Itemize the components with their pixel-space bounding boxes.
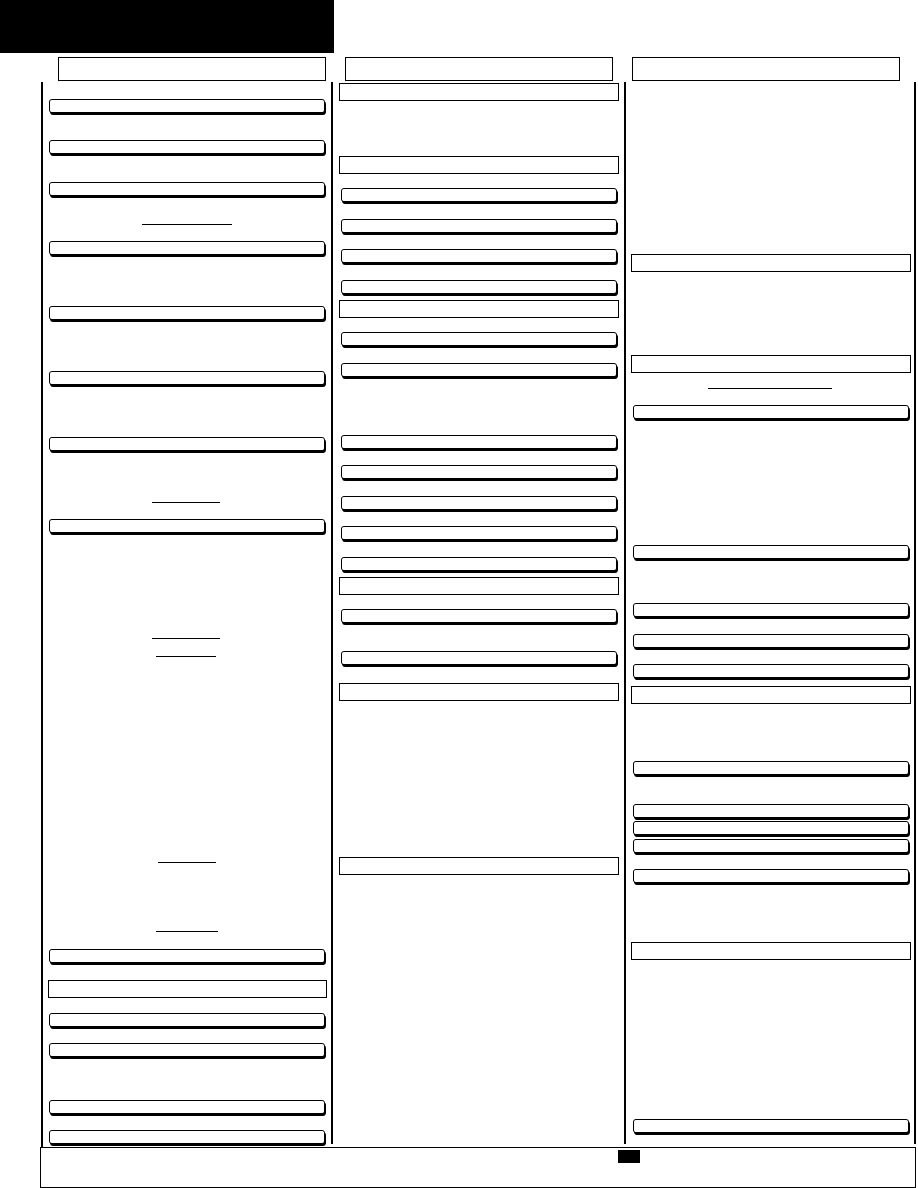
column-3-right-rule: [914, 82, 916, 1144]
section-header-box: [339, 300, 619, 318]
field-box: [633, 839, 909, 853]
field-box: [633, 804, 909, 818]
field-box: [49, 437, 325, 451]
field-box: [49, 1100, 325, 1114]
section-header-box: [631, 942, 911, 960]
field-box: [633, 1119, 909, 1133]
field-box: [633, 761, 909, 775]
subheading-underline: [156, 656, 216, 657]
field-box: [633, 545, 909, 559]
field-box: [49, 1013, 325, 1027]
page-marker: [618, 1150, 640, 1163]
section-header-box: [631, 686, 911, 704]
field-box: [341, 465, 617, 479]
section-header-box: [339, 83, 619, 101]
field-box: [49, 949, 325, 963]
subheading-underline: [142, 224, 232, 225]
field-box: [633, 405, 909, 419]
field-box: [633, 821, 909, 835]
section-header-box: [631, 254, 911, 272]
field-box: [49, 519, 325, 533]
column-2-right-rule: [624, 82, 626, 1144]
section-header-box: [631, 355, 911, 373]
field-box: [633, 634, 909, 648]
section-header-box: [339, 577, 619, 595]
field-box: [49, 1130, 325, 1144]
column-1-right-rule: [331, 82, 333, 1144]
field-box: [341, 280, 617, 294]
subheading-underline: [708, 388, 832, 389]
section-header-box: [339, 857, 619, 875]
field-box: [49, 306, 325, 320]
field-box: [341, 496, 617, 510]
column-1-left-rule: [41, 82, 43, 1148]
subheading-underline: [152, 638, 220, 639]
field-box: [341, 363, 617, 377]
section-header-box: [339, 156, 619, 174]
column-2-header: [345, 57, 613, 81]
field-box: [341, 332, 617, 346]
title-block: [0, 0, 334, 53]
field-box: [341, 188, 617, 202]
subheading-underline: [158, 862, 216, 863]
section-header-box: [339, 683, 619, 701]
subheading-underline: [152, 502, 220, 503]
field-box: [49, 1043, 325, 1057]
footer-box: [40, 1147, 916, 1188]
field-box: [341, 219, 617, 233]
subheading-underline: [156, 931, 218, 932]
field-box: [49, 99, 325, 113]
column-1-header: [58, 57, 326, 81]
field-box: [341, 249, 617, 263]
field-box: [633, 869, 909, 883]
section-header-box: [48, 980, 327, 998]
field-box: [341, 557, 617, 571]
field-box: [633, 664, 909, 678]
field-box: [341, 435, 617, 449]
field-box: [341, 609, 617, 623]
column-3-header: [632, 57, 900, 81]
field-box: [341, 651, 617, 665]
field-box: [49, 182, 325, 196]
field-box: [49, 140, 325, 154]
field-box: [633, 603, 909, 617]
field-box: [341, 526, 617, 540]
field-box: [49, 371, 325, 385]
field-box: [49, 241, 325, 255]
